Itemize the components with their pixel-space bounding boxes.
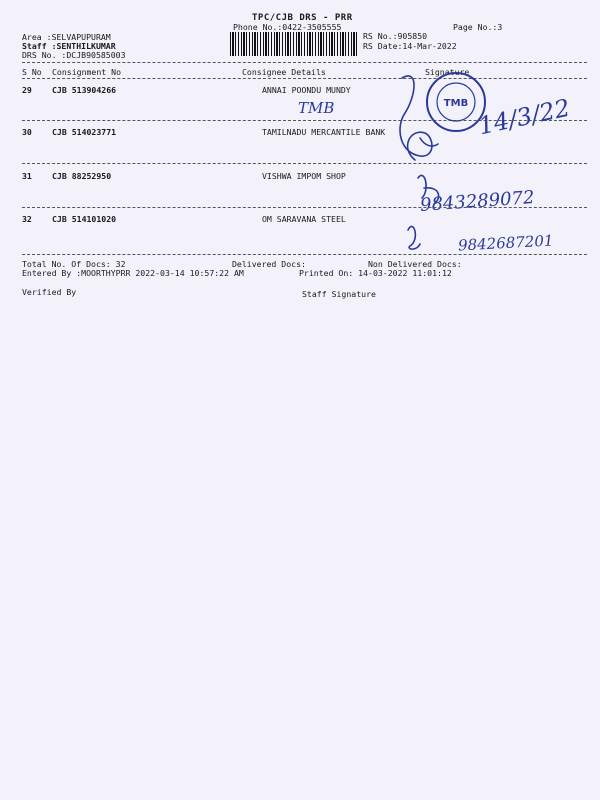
row-consignee: ANNAI POONDU MUNDY (262, 85, 351, 95)
row-signature: TMB (298, 99, 335, 117)
row-sno: 29 (22, 85, 32, 95)
phone-number: Phone No.:0422-3505555 (233, 22, 342, 32)
col-signature: Signature (425, 67, 470, 77)
row-signature: 14/3/22 (476, 93, 573, 141)
barcode (230, 32, 357, 56)
col-consignee: Consignee Details (242, 67, 326, 77)
printed-on: Printed On: 14-03-2022 11:01:12 (299, 268, 452, 278)
staff-label: Staff :SENTHILKUMAR (22, 41, 116, 51)
row-consignment: CJB 88252950 (52, 171, 112, 181)
entered-by: Entered By :MOORTHYPRR 2022-03-14 10:57:22 AM (22, 268, 244, 278)
row-sno: 32 (22, 214, 32, 224)
total-docs: Total No. Of Docs: 32 (22, 259, 126, 269)
col-sno: S No (22, 67, 42, 77)
row-sno: 30 (22, 127, 32, 137)
rs-number: RS No.:905850 (363, 31, 428, 41)
row-consignment: CJB 514101020 (52, 214, 117, 224)
staff-signature: Staff Signature (302, 289, 376, 299)
page-number: Page No.:3 (453, 22, 503, 32)
verified-by: Verified By (22, 287, 77, 297)
row-consignment: CJB 514023771 (52, 127, 117, 137)
non-delivered-docs: Non Delivered Docs: (368, 259, 462, 269)
area-label: Area :SELVAPUPURAM (22, 32, 111, 42)
bank-stamp-icon (424, 70, 488, 134)
row-consignment: CJB 513904266 (52, 85, 117, 95)
row-signature: 9843289072 (419, 187, 536, 216)
row-consignee: TAMILNADU MERCANTILE BANK (262, 127, 386, 137)
document-title: TPC/CJB DRS - PRR (252, 13, 353, 23)
delivered-docs: Delivered Docs: (232, 259, 306, 269)
row-sno: 31 (22, 171, 32, 181)
rs-date: RS Date:14-Mar-2022 (363, 41, 457, 51)
row-consignee: VISHWA IMPOM SHOP (262, 171, 346, 181)
row-consignee: OM SARAVANA STEEL (262, 214, 346, 224)
header-divider (22, 62, 587, 63)
col-consignment: Consignment No (52, 67, 122, 77)
drs-number: DRS No. :DCJB90585003 (22, 50, 126, 60)
row-signature: 9842687201 (457, 231, 554, 255)
stamp-center: TMB (443, 98, 469, 109)
